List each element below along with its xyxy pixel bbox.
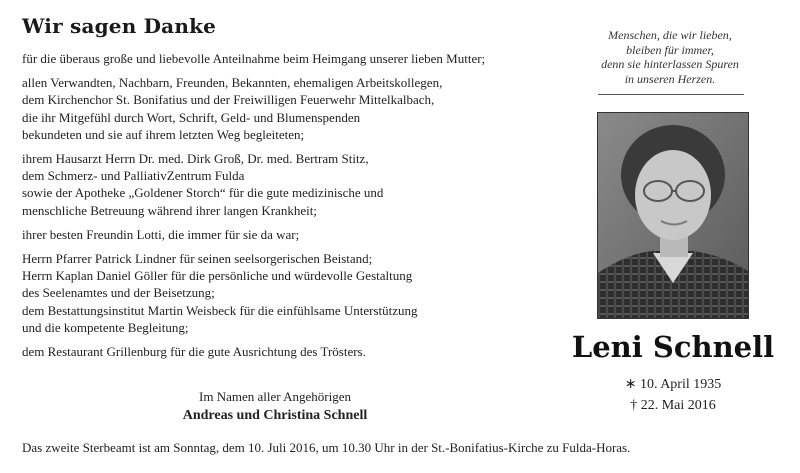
thanks-line: und die kompetente Begleitung; xyxy=(22,319,189,335)
quote-line: bleiben für immer, xyxy=(626,42,714,57)
signature-names: Andreas und Christina Schnell xyxy=(182,408,368,423)
thanks-line: allen Verwandten, Nachbarn, Freunden, Bekannten, ehemaligen Arbeitskollegen, xyxy=(22,75,443,91)
thanks-line: die ihr Mitgefühl durch Wort, Schrift, Geld- und Blumenspenden xyxy=(22,109,361,125)
thanks-line: Herrn Kaplan Daniel Göller für die persönliche und würdevolle Gestaltung xyxy=(22,268,413,284)
thanks-line: ihrer besten Freundin Lotti, die immer für sie da war; xyxy=(22,226,300,242)
thanks-line: bekundeten und sie auf ihrem letzten Weg begleiteten; xyxy=(22,126,305,142)
birth-date: ∗ 10. April 1935 xyxy=(624,377,722,392)
service-announcement: Das zweite Sterbeamt ist am Sonntag, dem 10. Juli 2016, um 10.30 Uhr in der St.-Bonifatius-Kirche zu Fulda-Horas. xyxy=(22,440,631,455)
thanks-paragraph xyxy=(22,150,567,219)
signature-intro: Im Namen aller Angehörigen xyxy=(199,389,351,404)
notice-title: Wir sagen Danke xyxy=(22,14,217,38)
thanks-paragraph xyxy=(22,74,567,143)
thanks-line: für die überaus große und liebevolle Anteilnahme beim Heimgang unserer lieben Mutter; xyxy=(22,51,486,66)
thanks-paragraph xyxy=(22,343,567,360)
deceased-name: Leni Schnell xyxy=(571,330,775,364)
memorial-quote xyxy=(590,28,750,86)
thanks-line: dem Restaurant Grillenburg für die gute Ausrichtung des Trösters. xyxy=(22,344,366,360)
thanks-line: Herrn Pfarrer Patrick Lindner für seinen seelsorgerischen Beistand; xyxy=(22,251,373,267)
thanks-line: menschliche Betreuung während ihrer langen Krankheit; xyxy=(22,202,317,218)
thanks-line: dem Bestattungsinstitut Martin Weisbeck für die einfühlsame Unterstützung xyxy=(22,302,418,318)
quote-divider xyxy=(598,94,744,95)
thanks-line: sowie der Apotheke „Goldener Storch“ für die gute medizinische und xyxy=(22,185,384,201)
quote-line: Menschen, die wir lieben, xyxy=(608,28,732,42)
life-dates xyxy=(560,374,786,416)
thanks-line: dem Schmerz- und PalliativZentrum Fulda xyxy=(22,168,245,184)
signature-block xyxy=(22,388,528,426)
quote-line: denn sie hinterlassen Spuren xyxy=(601,57,739,71)
death-date: † 22. Mai 2016 xyxy=(630,398,716,413)
thanks-line: des Seelenamtes und der Beisetzung; xyxy=(22,285,215,301)
thanks-line: ihrem Hausarzt Herrn Dr. med. Dirk Groß, Dr. med. Bertram Stitz, xyxy=(22,151,369,167)
thanks-paragraph xyxy=(22,226,567,243)
thanks-line: dem Kirchenchor St. Bonifatius und der Freiwilligen Feuerwehr Mittelkalbach, xyxy=(22,92,435,108)
thanks-paragraph xyxy=(22,50,567,67)
quote-line: in unseren Herzen. xyxy=(624,71,716,86)
thanks-paragraph xyxy=(22,250,567,336)
thanks-text xyxy=(22,50,567,367)
portrait-photo xyxy=(597,112,749,319)
